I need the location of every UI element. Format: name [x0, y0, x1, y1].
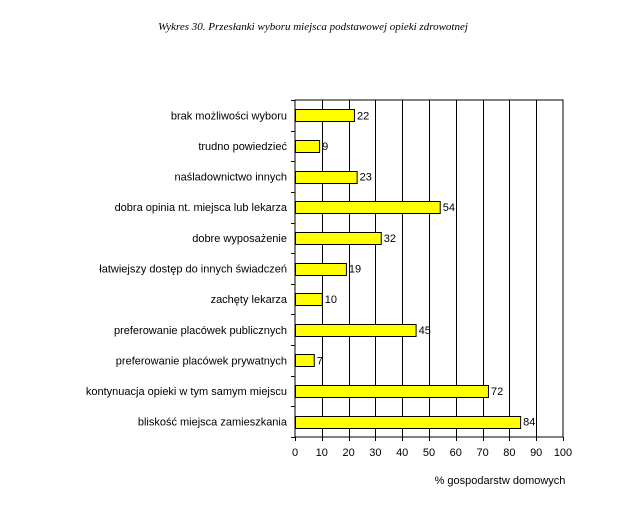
category-label: naśladownictwo innych — [174, 171, 287, 184]
bar — [296, 141, 320, 153]
value-label: 45 — [418, 324, 431, 337]
bar — [296, 172, 358, 184]
chart-title: Wykres 30. Przesłanki wyboru miejsca podstawowej opieki zdrowotnej — [158, 21, 468, 33]
bar — [296, 417, 521, 429]
value-label: 10 — [324, 294, 338, 307]
bar — [296, 386, 489, 398]
x-tick-label: 10 — [315, 447, 328, 459]
category-label: brak możliwości wyboru — [170, 110, 287, 123]
x-tick-label: 100 — [553, 447, 573, 459]
value-label: 9 — [322, 140, 329, 153]
bar — [296, 110, 355, 122]
x-axis-title: % gospodarstw domowych — [434, 475, 566, 487]
category-label: preferowanie placówek prywatnych — [115, 355, 287, 368]
category-label: trudno powiedzieć — [198, 140, 287, 153]
bar — [296, 202, 441, 214]
value-label: 19 — [348, 263, 362, 276]
value-label: 72 — [490, 386, 504, 399]
x-tick-label: 80 — [503, 447, 516, 459]
bar — [296, 355, 315, 367]
value-label: 22 — [356, 110, 370, 123]
category-label: łatwiejszy dostęp do innych świadczeń — [99, 263, 287, 276]
bar — [296, 294, 323, 306]
x-tick-label: 50 — [422, 447, 436, 459]
bar — [296, 325, 417, 337]
value-label: 84 — [523, 416, 536, 429]
plot-area — [86, 100, 572, 459]
bar — [296, 264, 347, 276]
value-label: 32 — [383, 232, 397, 245]
x-tick-label: 70 — [476, 447, 489, 459]
x-tick-label: 90 — [530, 447, 543, 459]
category-label: dobra opinia nt. miejsca lub lekarza — [114, 202, 287, 215]
category-label: preferowanie placówek publicznych — [113, 324, 287, 337]
category-label: bliskość miejsca zamieszkania — [137, 416, 287, 429]
x-tick-label: 20 — [342, 447, 355, 459]
value-label: 23 — [359, 171, 372, 184]
category-label: dobre wyposażenie — [192, 232, 287, 245]
x-tick-label: 30 — [369, 447, 382, 459]
value-label: 7 — [316, 355, 323, 368]
value-label: 54 — [442, 202, 455, 215]
category-label: zachęty lekarza — [210, 294, 287, 307]
x-tick-label: 0 — [291, 447, 299, 459]
x-tick-label: 60 — [449, 447, 462, 459]
x-tick-label: 40 — [396, 447, 409, 459]
category-label: kontynuacja opieki w tym samym miejscu — [85, 386, 287, 399]
bar — [296, 233, 382, 245]
